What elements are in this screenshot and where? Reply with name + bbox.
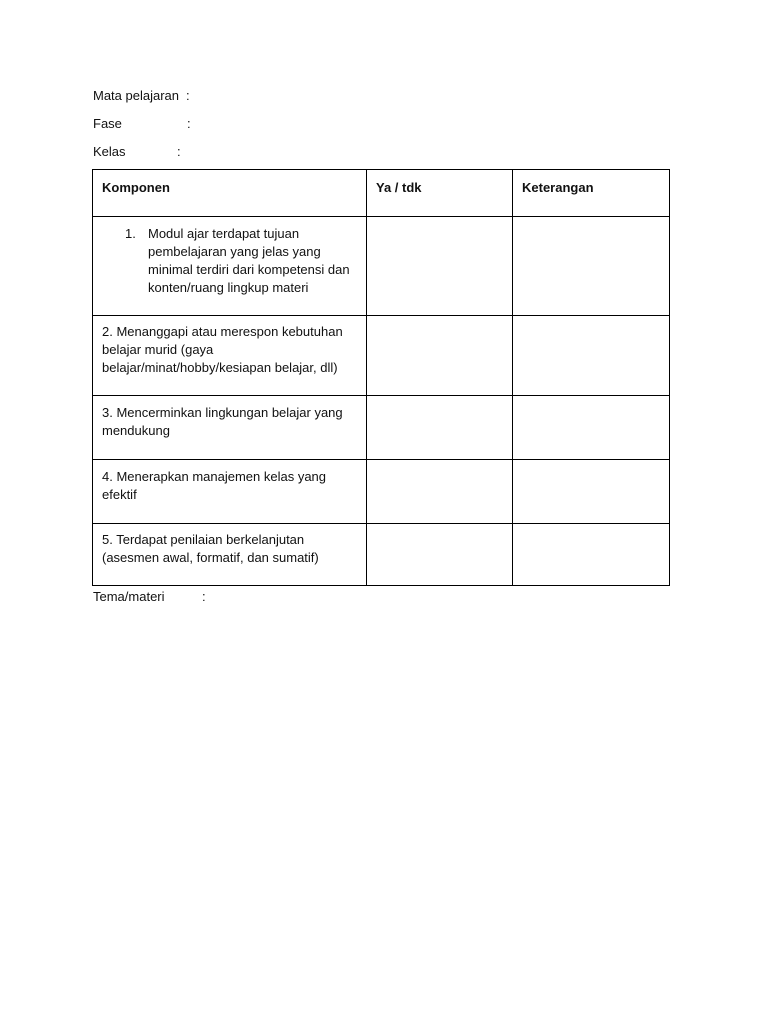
table-row [93, 460, 670, 524]
komponen-cell: 2. Menanggapi atau merespon kebutuhan belajar murid (gaya belajar/minat/hobby/kesiapan belajar, dll) [93, 316, 367, 396]
assessment-table [92, 169, 670, 586]
keterangan-cell[interactable] [513, 316, 670, 396]
table-row [93, 396, 670, 460]
tema-materi-colon: : [202, 589, 206, 604]
ya-tdk-cell[interactable] [367, 460, 513, 524]
mata-pelajaran-field [93, 88, 190, 104]
ya-tdk-cell[interactable] [367, 524, 513, 586]
komponen-text: Modul ajar terdapat tujuan pembelajaran yang jelas yang minimal terdiri dari kompetensi dan konten/ruang lingkup materi [148, 226, 350, 295]
tema-materi-label: Tema/materi [93, 589, 165, 604]
komponen-cell: 4. Menerapkan manajemen kelas yang efektif [93, 460, 367, 524]
komponen-cell: 5. Terdapat penilaian berkelanjutan (asesmen awal, formatif, dan sumatif) [93, 524, 367, 586]
table-header-row [93, 170, 670, 217]
table-row [93, 316, 670, 396]
kelas-label: Kelas [93, 144, 126, 159]
kelas-colon: : [177, 144, 181, 159]
table-row [93, 217, 670, 316]
keterangan-cell[interactable] [513, 217, 670, 316]
header-ya-tdk: Ya / tdk [367, 170, 513, 217]
numbered-item [102, 225, 357, 297]
fase-label: Fase [93, 116, 122, 131]
keterangan-cell[interactable] [513, 460, 670, 524]
komponen-cell [93, 217, 367, 316]
kelas-field [93, 144, 181, 160]
keterangan-cell[interactable] [513, 524, 670, 586]
keterangan-cell[interactable] [513, 396, 670, 460]
komponen-cell: 3. Mencerminkan lingkungan belajar yang mendukung [93, 396, 367, 460]
header-komponen: Komponen [93, 170, 367, 217]
ya-tdk-cell[interactable] [367, 217, 513, 316]
item-number: 1. [125, 226, 136, 241]
table-row [93, 524, 670, 586]
ya-tdk-cell[interactable] [367, 316, 513, 396]
mata-pelajaran-colon: : [186, 88, 190, 103]
mata-pelajaran-label: Mata pelajaran [93, 88, 179, 103]
ya-tdk-cell[interactable] [367, 396, 513, 460]
fase-field [93, 116, 191, 132]
tema-materi-field [93, 589, 206, 605]
header-keterangan: Keterangan [513, 170, 670, 217]
fase-colon: : [187, 116, 191, 131]
